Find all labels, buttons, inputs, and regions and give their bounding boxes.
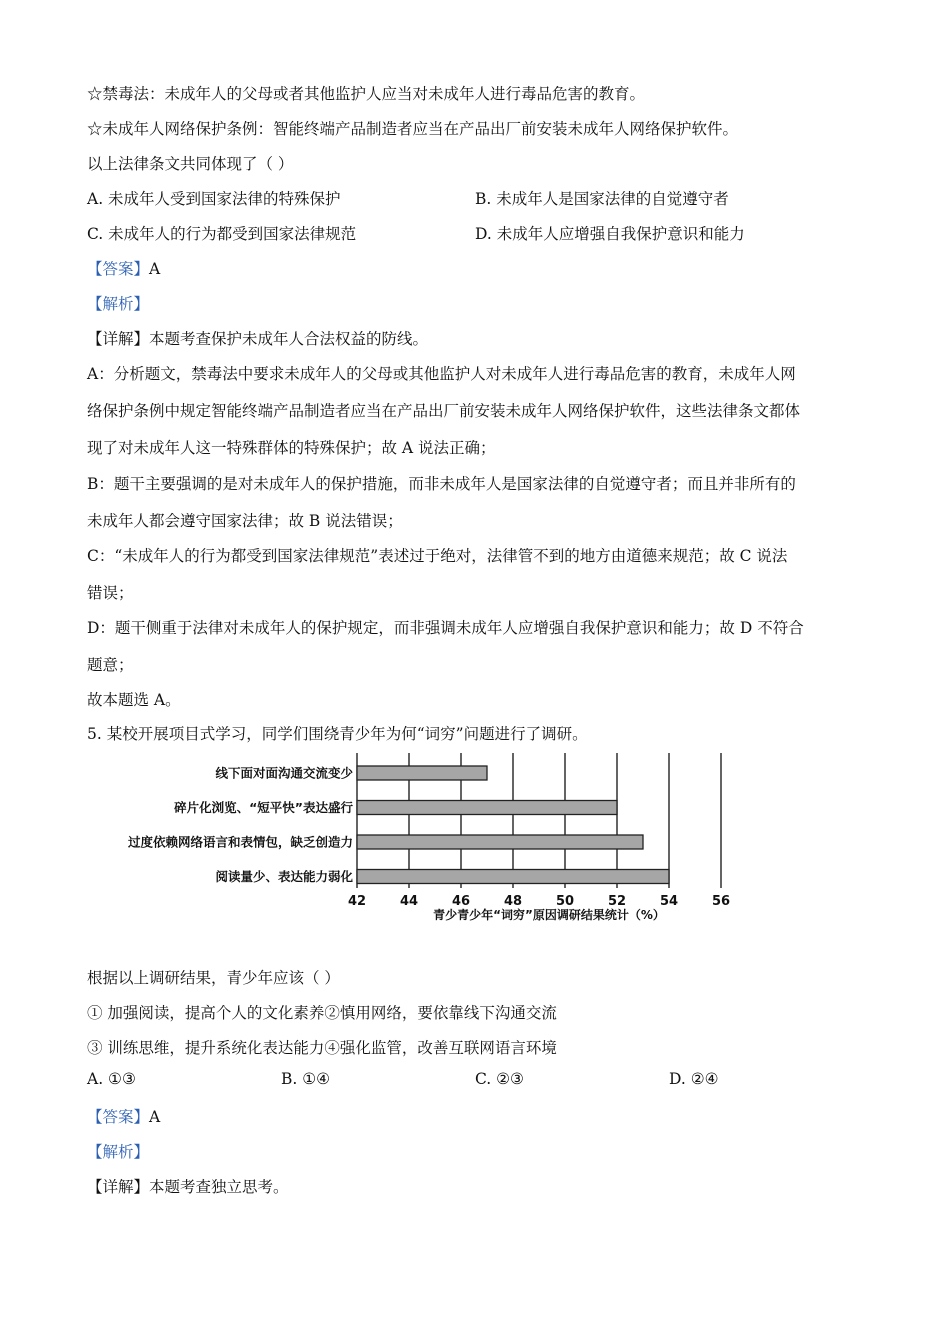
q5-option-c: C. ②③	[475, 1070, 524, 1088]
q5-analysis-tag: 【解析】	[87, 1143, 150, 1161]
q5-option-b: B. ①④	[281, 1070, 331, 1088]
q4-option-d: D. 未成年人应增强自我保护意识和能力	[475, 225, 745, 243]
q4-analysis-c-line: C：“未成年人的行为都受到国家法律规范”表述过于绝对，法律管不到的地方由道德来规范；故 C 说法	[87, 547, 788, 565]
category-label: 过度依赖网络语言和表情包，缺乏创造力	[127, 834, 353, 850]
bar	[357, 766, 487, 780]
law-drug-text: ☆禁毒法：未成年人的父母或者其他监护人应当对未成年人进行毒品危害的教育。	[87, 85, 646, 103]
tick-label: 50	[555, 894, 575, 909]
q4-answer	[87, 257, 160, 279]
q4-analysis-d-line: 题意；	[87, 656, 134, 674]
q4-analysis-d-line: D：题干侧重于法律对未成年人的保护规定，而非强调未成年人应增强自我保护意识和能力；故 D 不符合	[87, 619, 804, 637]
bar	[357, 801, 617, 815]
category-label: 阅读量少、表达能力弱化	[215, 869, 353, 884]
q4-analysis-c-line: 错误；	[87, 584, 134, 602]
tick-label: 44	[399, 894, 419, 909]
q4-option-b: B. 未成年人是国家法律的自觉遵守者	[475, 190, 729, 208]
answer-tag: 【答案】	[87, 260, 150, 278]
q5-option-d: D. ②④	[669, 1070, 719, 1088]
q5-detail: 【详解】本题考查独立思考。	[87, 1178, 289, 1196]
question-4-stem: 以上法律条文共同体现了（ ）	[87, 155, 294, 173]
bar	[357, 870, 669, 884]
q5-option-a: A. ①③	[87, 1070, 136, 1088]
q4-analysis-b-line: 未成年人都会遵守国家法律；故 B 说法错误；	[87, 512, 403, 530]
q4-option-c: C. 未成年人的行为都受到国家法律规范	[87, 225, 357, 243]
tick-label: 52	[607, 894, 627, 909]
question-5-prompt: 根据以上调研结果，青少年应该（ ）	[87, 969, 340, 987]
q4-option-a: A. 未成年人受到国家法律的特殊保护	[87, 190, 341, 208]
question-5-stem: 5. 某校开展项目式学习，同学们围绕青少年为何“词穷”问题进行了调研。	[87, 725, 588, 743]
q4-detail: 【详解】本题考查保护未成年人合法权益的防线。	[87, 330, 429, 348]
answer-value: A	[149, 1108, 161, 1126]
survey-bar-chart	[80, 745, 760, 930]
law-network-text: ☆未成年人网络保护条例：智能终端产品制造者应当在产品出厂前安装未成年人网络保护软件。	[87, 120, 739, 138]
tick-label: 46	[451, 894, 471, 909]
q4-analysis-a-line: A：分析题文，禁毒法中要求未成年人的父母或其他监护人对未成年人进行毒品危害的教育，未成年人网	[87, 365, 796, 383]
q4-analysis-tag: 【解析】	[87, 295, 150, 313]
tick-label: 48	[503, 894, 523, 909]
q5-items-1-2: ① 加强阅读，提高个人的文化素养②慎用网络，要依靠线下沟通交流	[87, 1004, 557, 1022]
tick-label: 42	[347, 894, 367, 909]
answer-value: A	[149, 260, 161, 278]
answer-tag: 【答案】	[87, 1108, 150, 1126]
q4-analysis-a-line: 现了对未成年人这一特殊群体的特殊保护；故 A 说法正确；	[87, 439, 496, 457]
tick-label: 54	[659, 894, 679, 909]
q4-conclusion: 故本题选 A。	[87, 691, 181, 709]
bar	[357, 835, 643, 849]
category-label: 线下面对面沟通交流变少	[215, 765, 353, 781]
q5-items-3-4: ③ 训练思维，提升系统化表达能力④强化监管，改善互联网语言环境	[87, 1039, 557, 1057]
x-axis-title: 青少青少年“词穷”原因调研结果统计（%）	[433, 908, 665, 922]
q4-analysis-a-line: 络保护条例中规定智能终端产品制造者应当在产品出厂前安装未成年人网络保护软件，这些法律条文都体	[87, 402, 801, 420]
q4-analysis-b-line: B：题干主要强调的是对未成年人的保护措施，而非未成年人是国家法律的自觉遵守者；而且并非所有的	[87, 475, 796, 493]
category-label: 碎片化浏览、“短平快”表达盛行	[174, 800, 353, 815]
tick-label: 56	[711, 894, 731, 909]
q5-answer	[87, 1105, 160, 1127]
